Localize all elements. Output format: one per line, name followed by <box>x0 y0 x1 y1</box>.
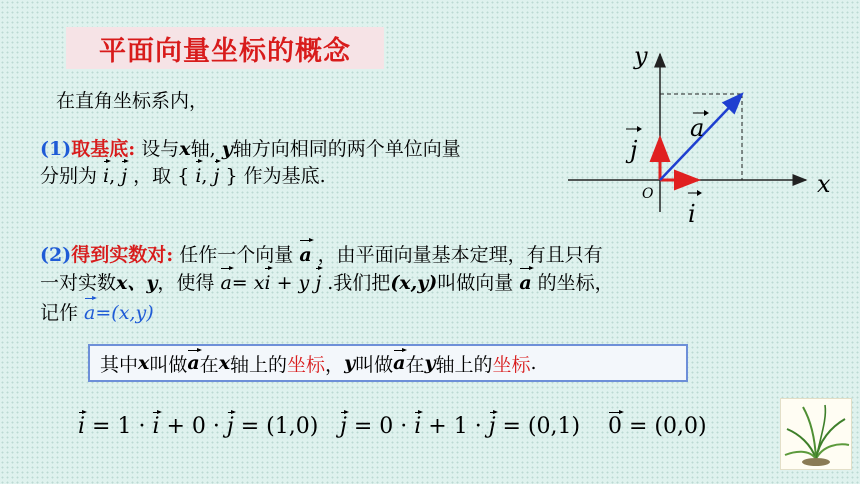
step1-line2: 分别为 i, j ，取 { i, j } 作为基底. <box>40 165 326 187</box>
intro-text: 在直角坐标系内， <box>56 90 209 112</box>
step1-label-num: (1) <box>40 138 72 160</box>
step2-line1: (2)得到实数对: 任作一个向量 a ，由平面向量基本定理，有且只有 <box>40 244 603 266</box>
plant-image <box>780 398 852 470</box>
formula-zero: 0 = (0,0) <box>608 414 707 439</box>
origin-label: O <box>642 186 654 202</box>
vector-a-text: a <box>299 244 312 266</box>
x-axis-label: x <box>817 170 831 198</box>
formula-i: i = 1 · i + 0 · j = (1,0) <box>78 414 319 439</box>
coordinate-notation: a=(x,y) <box>84 302 154 324</box>
step1-label: 取基底: <box>71 138 136 160</box>
step2-label: 得到实数对: <box>71 244 174 266</box>
page-title: 平面向量坐标的概念 <box>66 27 384 69</box>
coordinate-note-box: 其中 x 叫做 a 在 x 轴上的 坐标 ， y 叫做 a 在 y 轴上的 坐标 . <box>88 344 688 382</box>
vector-i-label: i <box>688 200 696 228</box>
step2-label-num: (2) <box>40 244 72 266</box>
basis-j: j <box>213 165 220 187</box>
vector-i: i <box>103 165 110 187</box>
coordinate-diagram <box>560 40 850 230</box>
basis-i: i <box>195 165 202 187</box>
vector-j: j <box>121 165 128 187</box>
vector-a-label: a <box>690 114 705 142</box>
step1-line1: (1)取基底: 设与x轴, y轴方向相同的两个单位向量 <box>40 138 461 160</box>
step2-line3: 记作 a=(x,y) <box>40 302 154 324</box>
formula-j: j = 0 · i + 1 · j = (0,1) <box>340 414 581 439</box>
y-axis-label: y <box>634 42 648 70</box>
step2-line2: 一对实数x、y，使得 a= xi + y j .我们把(x,y)叫做向量 a 的坐标， <box>40 272 614 294</box>
vector-j-label: j <box>630 136 638 164</box>
